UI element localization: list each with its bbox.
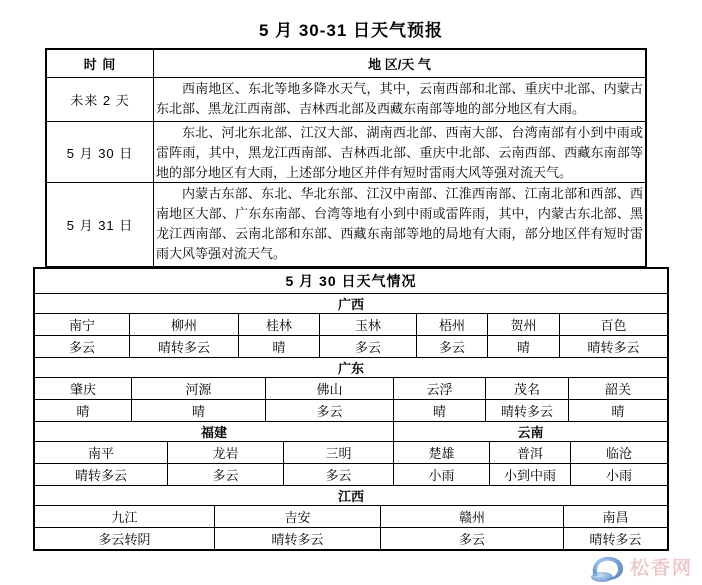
weather-row-fujian-yunnan	[35, 463, 667, 485]
weather-cell: 多云	[320, 336, 417, 357]
weather-cell: 晴转多云	[130, 336, 239, 357]
weather-cell: 小雨	[394, 464, 490, 485]
forecast-time-cell: 5 月 30 日	[47, 122, 154, 182]
city-cell: 三明	[284, 442, 394, 463]
city-cell: 南宁	[35, 314, 130, 335]
weather-cell: 小到中雨	[490, 464, 571, 485]
conditions-title: 5 月 30 日天气情况	[285, 273, 417, 289]
forecast-header-row	[47, 50, 645, 77]
forecast-row-next2days	[47, 77, 645, 121]
city-cell: 云浮	[394, 378, 486, 399]
conditions-title-row	[35, 269, 667, 293]
conditions-table	[33, 267, 669, 551]
weather-cell: 晴转多云	[587, 340, 640, 355]
city-cell: 吉安	[215, 506, 381, 527]
city-cell: 赣州	[381, 506, 564, 527]
province-row-jiangxi	[35, 485, 667, 505]
weather-cell: 晴	[132, 400, 266, 421]
city-cell: 临沧	[605, 446, 632, 461]
weather-row-guangdong	[35, 399, 667, 421]
province-row-guangxi	[35, 293, 667, 313]
city-cell: 百色	[600, 318, 627, 333]
city-cell: 楚雄	[394, 442, 490, 463]
weather-cell: 晴	[239, 336, 320, 357]
forecast-header-region: 地 区/天 气	[368, 57, 431, 72]
province-label: 福建	[35, 422, 394, 441]
city-cell: 韶关	[604, 382, 631, 397]
weather-cell: 小雨	[605, 468, 632, 483]
weather-cell: 晴转多云	[215, 528, 381, 549]
city-row-guangxi	[35, 313, 667, 335]
forecast-text-cell: 东北、河北东北部、江汉大部、湖南西北部、西南大部、台湾南部有小到中雨或雷阵雨，其中，黑龙江西南部、吉林西北部、重庆中北部、云南西部、西藏东南部等地的部分地区有大雨，上述部分地区并伴有短时雷雨大风等强对流天气。	[156, 125, 643, 180]
weather-cell: 晴转多云	[35, 464, 168, 485]
city-cell: 九江	[35, 506, 215, 527]
city-row-guangdong	[35, 377, 667, 399]
page-title: 5 月 30-31 日天气预报	[258, 21, 444, 40]
watermark-logo-icon	[588, 550, 630, 584]
province-row-guangdong	[35, 357, 667, 377]
weather-cell: 多云转阴	[35, 528, 215, 549]
forecast-table	[45, 48, 647, 268]
city-cell: 柳州	[130, 314, 239, 335]
forecast-text-cell: 内蒙古东部、东北、华北东部、江汉中南部、江淮西南部、江南北部和西部、西南地区大部、广东东南部、台湾等地有小到中雨或雷阵雨，其中，内蒙古东北部、黑龙江西南部、云南北部和东部、西藏东南部等地的局地有大雨，部分地区伴有短时雷雨大风等强对流天气。	[156, 186, 643, 261]
weather-cell: 晴转多云	[589, 532, 642, 547]
weather-cell: 多云	[168, 464, 284, 485]
province-label: 广西	[337, 297, 364, 312]
forecast-time-cell: 5 月 31 日	[47, 183, 154, 266]
forecast-time-cell: 未来 2 天	[47, 78, 154, 121]
province-label: 云南	[517, 425, 544, 440]
city-row-fujian-yunnan	[35, 441, 667, 463]
weather-cell: 晴	[611, 404, 625, 419]
city-cell: 贺州	[488, 314, 560, 335]
city-cell: 南平	[35, 442, 168, 463]
city-cell: 茂名	[486, 378, 569, 399]
city-row-jiangxi	[35, 505, 667, 527]
city-cell: 佛山	[266, 378, 394, 399]
forecast-text-cell: 西南地区、东北等地多降水天气，其中，云南西部和北部、重庆中北部、内蒙古东北部、黑龙江西南部、吉林西北部及西藏东南部等地的部分地区有大雨。	[156, 81, 643, 116]
forecast-row-may30	[47, 121, 645, 182]
province-label: 广东	[337, 361, 364, 376]
city-cell: 普洱	[490, 442, 571, 463]
weather-row-jiangxi	[35, 527, 667, 549]
province-row-fujian-yunnan	[35, 421, 667, 441]
city-cell: 南昌	[602, 510, 629, 525]
province-label: 江西	[337, 489, 364, 504]
weather-cell: 多云	[266, 400, 394, 421]
weather-row-guangxi	[35, 335, 667, 357]
city-cell: 玉林	[320, 314, 417, 335]
city-cell: 桂林	[239, 314, 320, 335]
city-cell: 龙岩	[168, 442, 284, 463]
city-cell: 肇庆	[35, 378, 132, 399]
weather-cell: 晴	[394, 400, 486, 421]
weather-cell: 晴	[35, 400, 132, 421]
weather-cell: 多云	[417, 336, 488, 357]
city-cell: 河源	[132, 378, 266, 399]
city-cell: 梧州	[417, 314, 488, 335]
watermark	[588, 548, 702, 585]
watermark-text: 松香网	[630, 558, 694, 579]
forecast-header-time: 时 间	[47, 50, 154, 77]
weather-cell: 多云	[381, 528, 564, 549]
weather-cell: 多云	[35, 336, 130, 357]
forecast-row-may31	[47, 182, 645, 266]
weather-cell: 晴	[488, 336, 560, 357]
weather-cell: 晴转多云	[486, 400, 569, 421]
weather-cell: 多云	[284, 464, 394, 485]
